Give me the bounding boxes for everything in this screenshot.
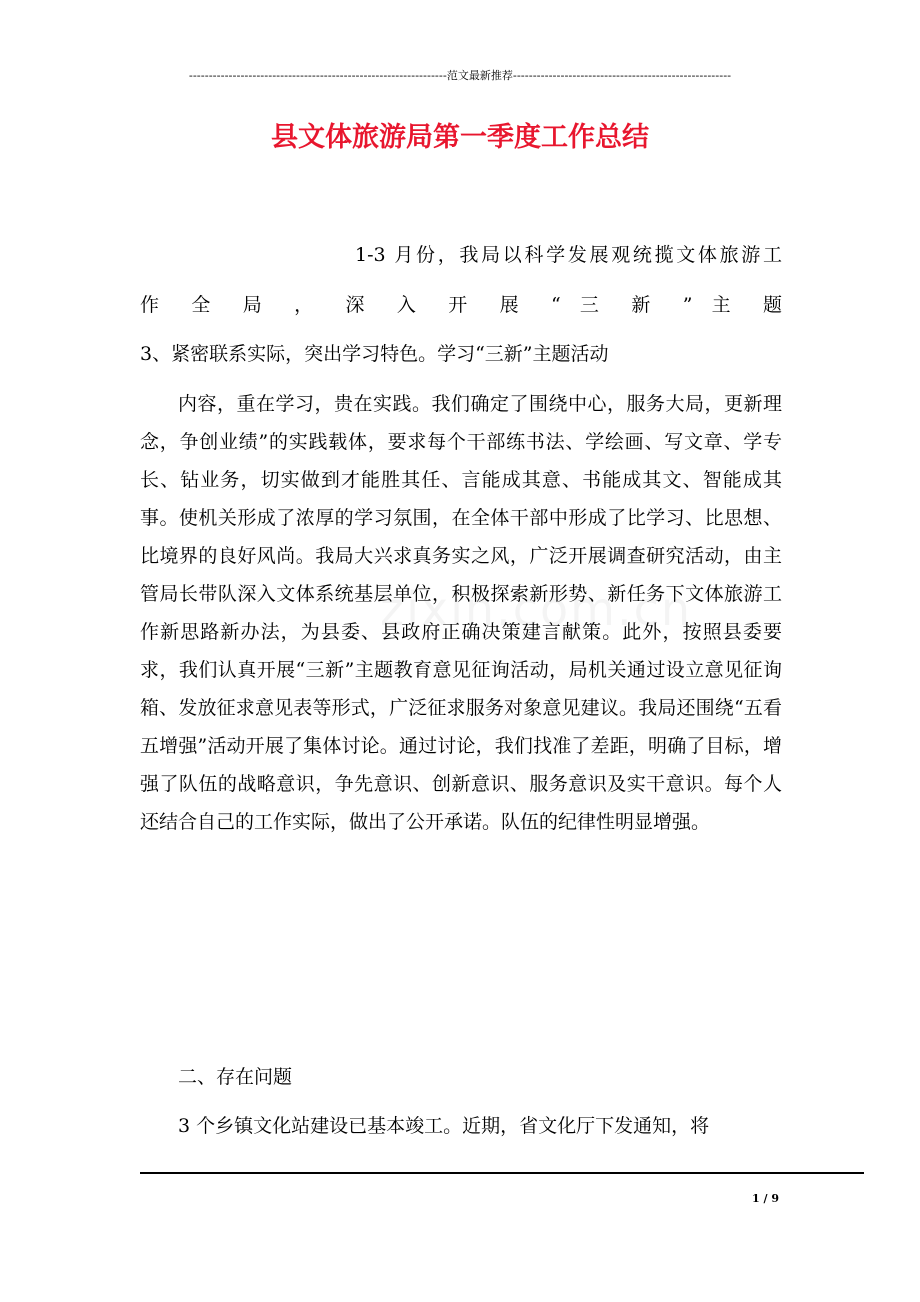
intro-line-2-text: 作 全 局 ， 深 入 开 展 “ 三 新 ” 主 题 [140, 294, 782, 316]
main-paragraph: 内容，重在学习，贵在实践。我们确定了围绕中心，服务大局，更新理念，争创业绩”的实践载体，要求每个干部练书法、学绘画、写文章、学专长、钻业务，切实做到才能胜其任、言能成其意、书能成其文、智能成其事。使机关形成了浓厚的学习氛围，在全体干部中形成了比学习、比思想、比境界的良好风尚。我局大兴求真务实之风，广泛开展调查研究活动，由主管局长带队深入文体系统基层单位，积极探索新形势、新任务下文体旅游工作新思路新办法，为县委、县政府正确决策建言献策。此外，按照县委要求，我们认真开展“三新”主题教育意见征询活动，局机关通过设立意见征询箱、发放征求意见表等形式，广泛征求服务对象意见建议。我局还围绕“五看五增强”活动开展了集体讨论。通过讨论，我们找准了差距，明确了目标，增强了队伍的战略意识，争先意识、创新意识、服务意识及实干意识。每个人还结合自己的工作实际，做出了公开承诺。队伍的纪律性明显增强。 [140, 393, 782, 833]
intro-line-3: 3、紧密联系实际，突出学习特色。学习“三新”主题活动 [140, 343, 609, 365]
document-title: 县文体旅游局第一季度工作总结 [271, 122, 649, 153]
page-number: 1 / 9 [752, 1192, 779, 1205]
intro-line-1: 1-3 月份，我局以科学发展观统揽文体旅游工 [355, 244, 782, 266]
intro-line-2 [140, 286, 782, 324]
last-paragraph: 3 个乡镇文化站建设已基本竣工。近期，省文化厅下发通知，将 [178, 1115, 710, 1137]
header-banner: -----------------------------------------------------------------范文最新推荐------------------------------------------------------- [188, 69, 732, 82]
section-heading: 二、存在问题 [178, 1066, 293, 1088]
footer-divider [140, 1172, 864, 1174]
